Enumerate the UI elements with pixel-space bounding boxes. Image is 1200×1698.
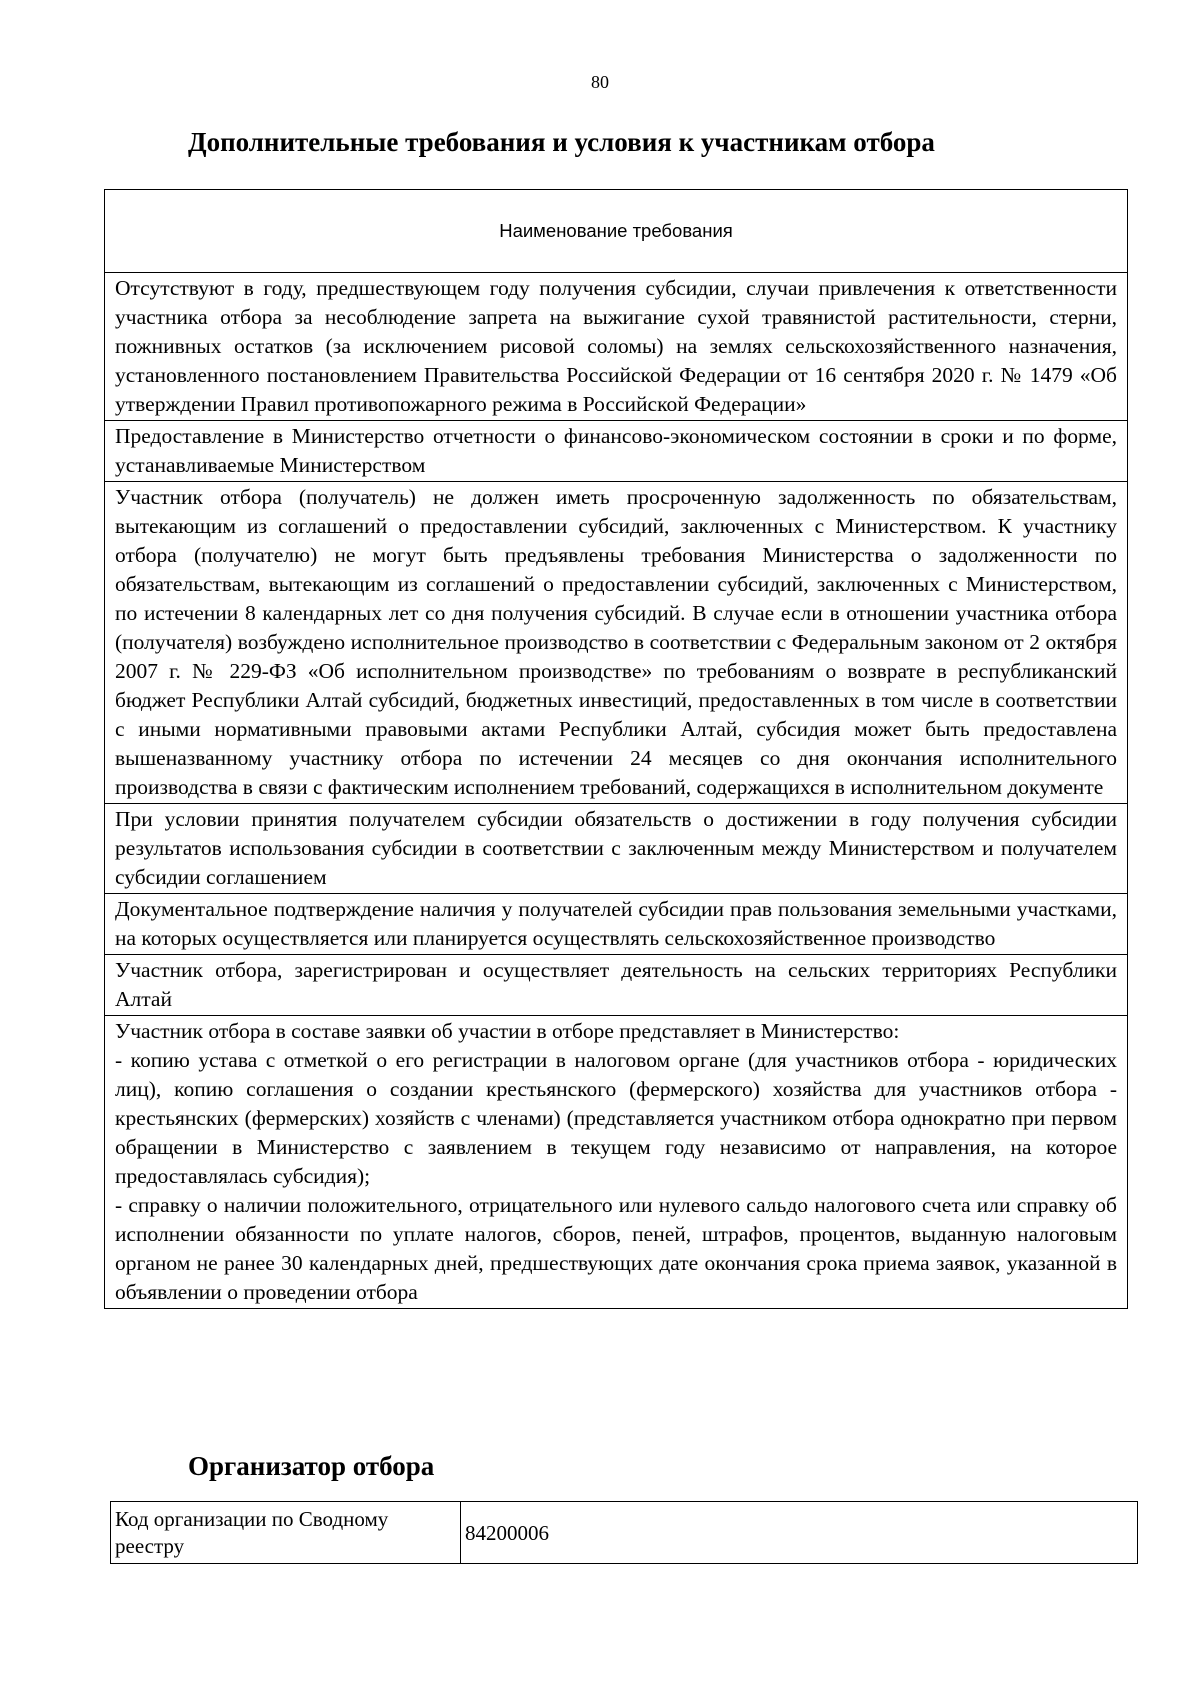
table-row: [105, 955, 1128, 1016]
requirement-text: Предоставление в Министерство отчетности о финансово-экономическом состоянии в сроки и по форме, устанавливаемые Министерством: [115, 424, 1117, 477]
requirement-cell: [105, 804, 1128, 894]
requirement-text: - справку о наличии положительного, отрицательного или нулевого сальдо налогового счета или справку об исполнении обязанности по уплате налогов, сборов, пеней, штрафов, процентов, выданную налоговым органом не ранее 30 календарных дней, предшествующих дате окончания срока приема заявок, указанной в объявлении о проведении отбора: [115, 1193, 1117, 1304]
requirements-table: [104, 189, 1128, 1309]
requirement-cell: [105, 894, 1128, 955]
table-row: [105, 1016, 1128, 1309]
requirement-text: Участник отбора (получатель) не должен иметь просроченную задолженность по обязательствам, вытекающим из соглашений о предоставлении субсидий, заключенных с Министерством. К участнику отбора (получателю) не могут быть предъявлены требования Министерства о задолженности по обязательствам, вытекающим из соглашений о предоставлении субсидий, заключенных с Министерством, по истечении 8 календарных лет со дня получения субсидий. В случае если в отношении участника отбора (получателя) возбуждено исполнительное производство в соответствии с Федеральным законом от 2 октября 2007 г. № 229-ФЗ «Об исполнительном производстве» по требованиям о возврате в республиканский бюджет Республики Алтай субсидий, бюджетных инвестиций, предоставленных в том числе в соответствии с иными нормативными правовыми актами Республики Алтай, субсидия может быть предоставлена вышеназванному участнику отбора по истечении 24 месяцев со дня окончания исполнительного производства в связи с фактическим исполнением требований, содержащихся в исполнительном документе: [115, 485, 1117, 799]
page-number: 80: [591, 72, 609, 92]
requirement-text: Участник отбора в составе заявки об участии в отборе представляет в Министерство:: [115, 1019, 900, 1043]
requirement-cell: [105, 421, 1128, 482]
org-code-value: 84200006: [461, 1502, 1138, 1564]
requirements-title: Дополнительные требования и условия к участникам отбора: [188, 127, 935, 157]
requirement-text: При условии принятия получателем субсидии обязательств о достижении в году получения субсидии результатов использования субсидии в соответствии с заключенным между Министерством и получателем субсидии соглашением: [115, 807, 1117, 889]
table-header-row: [105, 190, 1128, 273]
requirement-cell: [105, 273, 1128, 421]
table-row: [105, 273, 1128, 421]
organizer-title: Организатор отбора: [188, 1451, 435, 1481]
table-row: [105, 894, 1128, 955]
org-code-label: Код организации по Сводному реестру: [111, 1502, 461, 1564]
table-row: [111, 1502, 1138, 1564]
requirement-text: Отсутствуют в году, предшествующем году получения субсидии, случаи привлечения к ответственности участника отбора за несоблюдение запрета на выжигание сухой травянистой растительности, стерни, пожнивных остатков (за исключением рисовой соломы) на землях сельскохозяйственного назначения, установленного постановлением Правительства Российской Федерации от 16 сентября 2020 г. № 1479 «Об утверждении Правил противопожарного режима в Российской Федерации»: [115, 276, 1117, 416]
table-row: [105, 482, 1128, 804]
requirement-cell: [105, 955, 1128, 1016]
table-row: [105, 804, 1128, 894]
requirement-text: Участник отбора, зарегистрирован и осуществляет деятельность на сельских территориях Республики Алтай: [115, 958, 1117, 1011]
table-row: [105, 421, 1128, 482]
table-header-cell: Наименование требования: [105, 190, 1128, 273]
requirement-text: - копию устава с отметкой о его регистрации в налоговом органе (для участников отбора - юридических лиц), копию соглашения о создании крестьянского (фермерского) хозяйства для участников отбора - крестьянских (фермерских) хозяйств с членами) (представляется участником отбора однократно при первом обращении в Министерство с заявлением в текущем году независимо от направления, на которое предоставлялась субсидия);: [115, 1048, 1117, 1188]
organizer-table: [110, 1501, 1138, 1564]
requirement-text: Документальное подтверждение наличия у получателей субсидии прав пользования земельными участками, на которых осуществляется или планируется осуществлять сельскохозяйственное производство: [115, 897, 1117, 950]
requirement-cell: [105, 1016, 1128, 1309]
requirement-cell: [105, 482, 1128, 804]
